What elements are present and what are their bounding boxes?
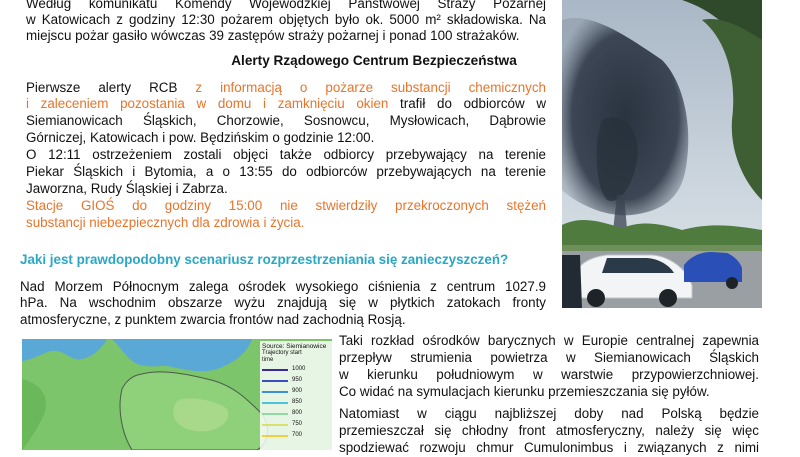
rcb-paragraph-line: Górniczej, Katowicach i pow. Będzińskim o godzinie 12:00. — [26, 130, 375, 145]
rcb-paragraph-line: Piekar Śląskich i Bytomia, a o 13:55 do odbiorców przebywających na terenie — [26, 164, 546, 179]
rcb-info-highlight: z informacją o pożarze substancji chemicznych — [195, 80, 547, 95]
pressure-line: hPa. Na wschodnim obszarze wyżu znajdują się w płytkich zatokach fronty — [20, 295, 546, 310]
map-legend-swatch — [262, 424, 288, 426]
right-paragraph-line: przemieszczał się chłodny front atmosferyczny, należy się więc — [339, 423, 759, 438]
rcb-paragraph-line — [26, 96, 546, 113]
rcb-text: trafił do odbiorców w — [388, 96, 546, 111]
map-legend-row — [262, 375, 332, 386]
map-legend-swatch — [262, 380, 288, 382]
map-legend-row — [262, 419, 332, 430]
rcb-paragraph-line: Siemianowicach Śląskich, Chorzowie, Sosnowcu, Mysłowicach, Dąbrowie — [26, 113, 546, 128]
map-legend-rows — [262, 364, 332, 441]
right-paragraph-line: Natomiast w ciągu najbliższej doby nad Polską będzie — [339, 406, 759, 421]
rcb-paragraph-line — [26, 80, 546, 97]
map-legend-level: 700 — [292, 432, 303, 438]
map-legend-swatch — [262, 391, 288, 393]
map-legend-swatch — [262, 413, 288, 415]
rcb-paragraph-line: O 12:11 ostrzeżeniem zostali objęci także odbiorcy przebywający na terenie — [26, 147, 546, 162]
map-legend-level: 900 — [292, 388, 303, 394]
trajectory-map — [22, 339, 332, 450]
rcb-info-highlight: i zaleceniem pozostania w domu i zamknięciu okien — [26, 96, 389, 111]
rcb-heading: Alerty Rządowego Centrum Bezpieczeństwa — [231, 53, 517, 68]
map-legend-subtitle: time — [262, 357, 274, 363]
map-legend-subtitle: Trajectory start — [262, 350, 302, 356]
map-legend-swatch — [262, 402, 288, 404]
map-legend-level: 950 — [292, 377, 303, 383]
map-legend-swatch — [262, 369, 288, 371]
map-legend-swatch — [262, 435, 288, 437]
map-legend — [260, 341, 332, 450]
right-paragraph-line: spodziewać rozwoju chmur Cumulonimbus i związanych z nimi — [339, 440, 759, 455]
intro-line: miejscu pożar gasiło wówczas 39 zastępów straży pożarnej i ponad 100 strażaków. — [26, 28, 520, 43]
pressure-line: atmosferyczne, z punktem zwarcia frontów nad zachodnią Rosją. — [20, 312, 406, 327]
map-legend-level: 850 — [292, 399, 303, 405]
right-paragraph-line: przepływ strumienia powietrza w Siemianowicach Śląskich — [339, 350, 759, 365]
map-legend-row — [262, 430, 332, 441]
gios-line: substancji niebezpiecznych dla zdrowia i życia. — [26, 215, 305, 230]
map-legend-title: Source: Siemianowice — [262, 343, 327, 350]
map-legend-row — [262, 364, 332, 375]
right-paragraph-line: Co widać na symulacjach kierunku przemieszczania się pyłów. — [339, 384, 710, 399]
map-legend-row — [262, 397, 332, 408]
intro-line: w Katowicach z godziny 12:30 pożarem objętych było ok. 5000 m² składowiska. Na — [26, 12, 546, 27]
map-legend-level: 750 — [292, 421, 303, 427]
right-paragraph-line: w kierunku południowym w warstwie przypowierzchniowej. — [339, 367, 759, 382]
map-legend-row — [262, 386, 332, 397]
map-legend-level: 800 — [292, 410, 303, 416]
map-legend-row — [262, 408, 332, 419]
gios-line: Stacje GIOŚ do godziny 15:00 nie stwierdziły przekroczonych stężeń — [26, 198, 546, 213]
fire-smoke-photo-drawing — [562, 0, 762, 308]
rcb-text: Pierwsze alerty RCB — [26, 80, 196, 95]
map-legend-level: 1000 — [292, 366, 306, 372]
scenario-question-heading: Jaki jest prawdopodobny scenariusz rozprzestrzeniania się zanieczyszczeń? — [20, 252, 509, 267]
rcb-paragraph-line: Jaworzna, Rudy Śląskiej i Zabrza. — [26, 181, 228, 196]
intro-line: Według komunikatu Komendy Wojewódzkiej Państwowej Straży Pożarnej — [26, 0, 546, 11]
pressure-line: Nad Morzem Północnym zalega ośrodek wysokiego ciśnienia z centrum 1027.9 — [20, 279, 546, 294]
fire-smoke-photo — [562, 0, 762, 308]
right-paragraph-line: Taki rozkład ośrodków barycznych w Europie centralnej zapewnia — [339, 333, 759, 348]
